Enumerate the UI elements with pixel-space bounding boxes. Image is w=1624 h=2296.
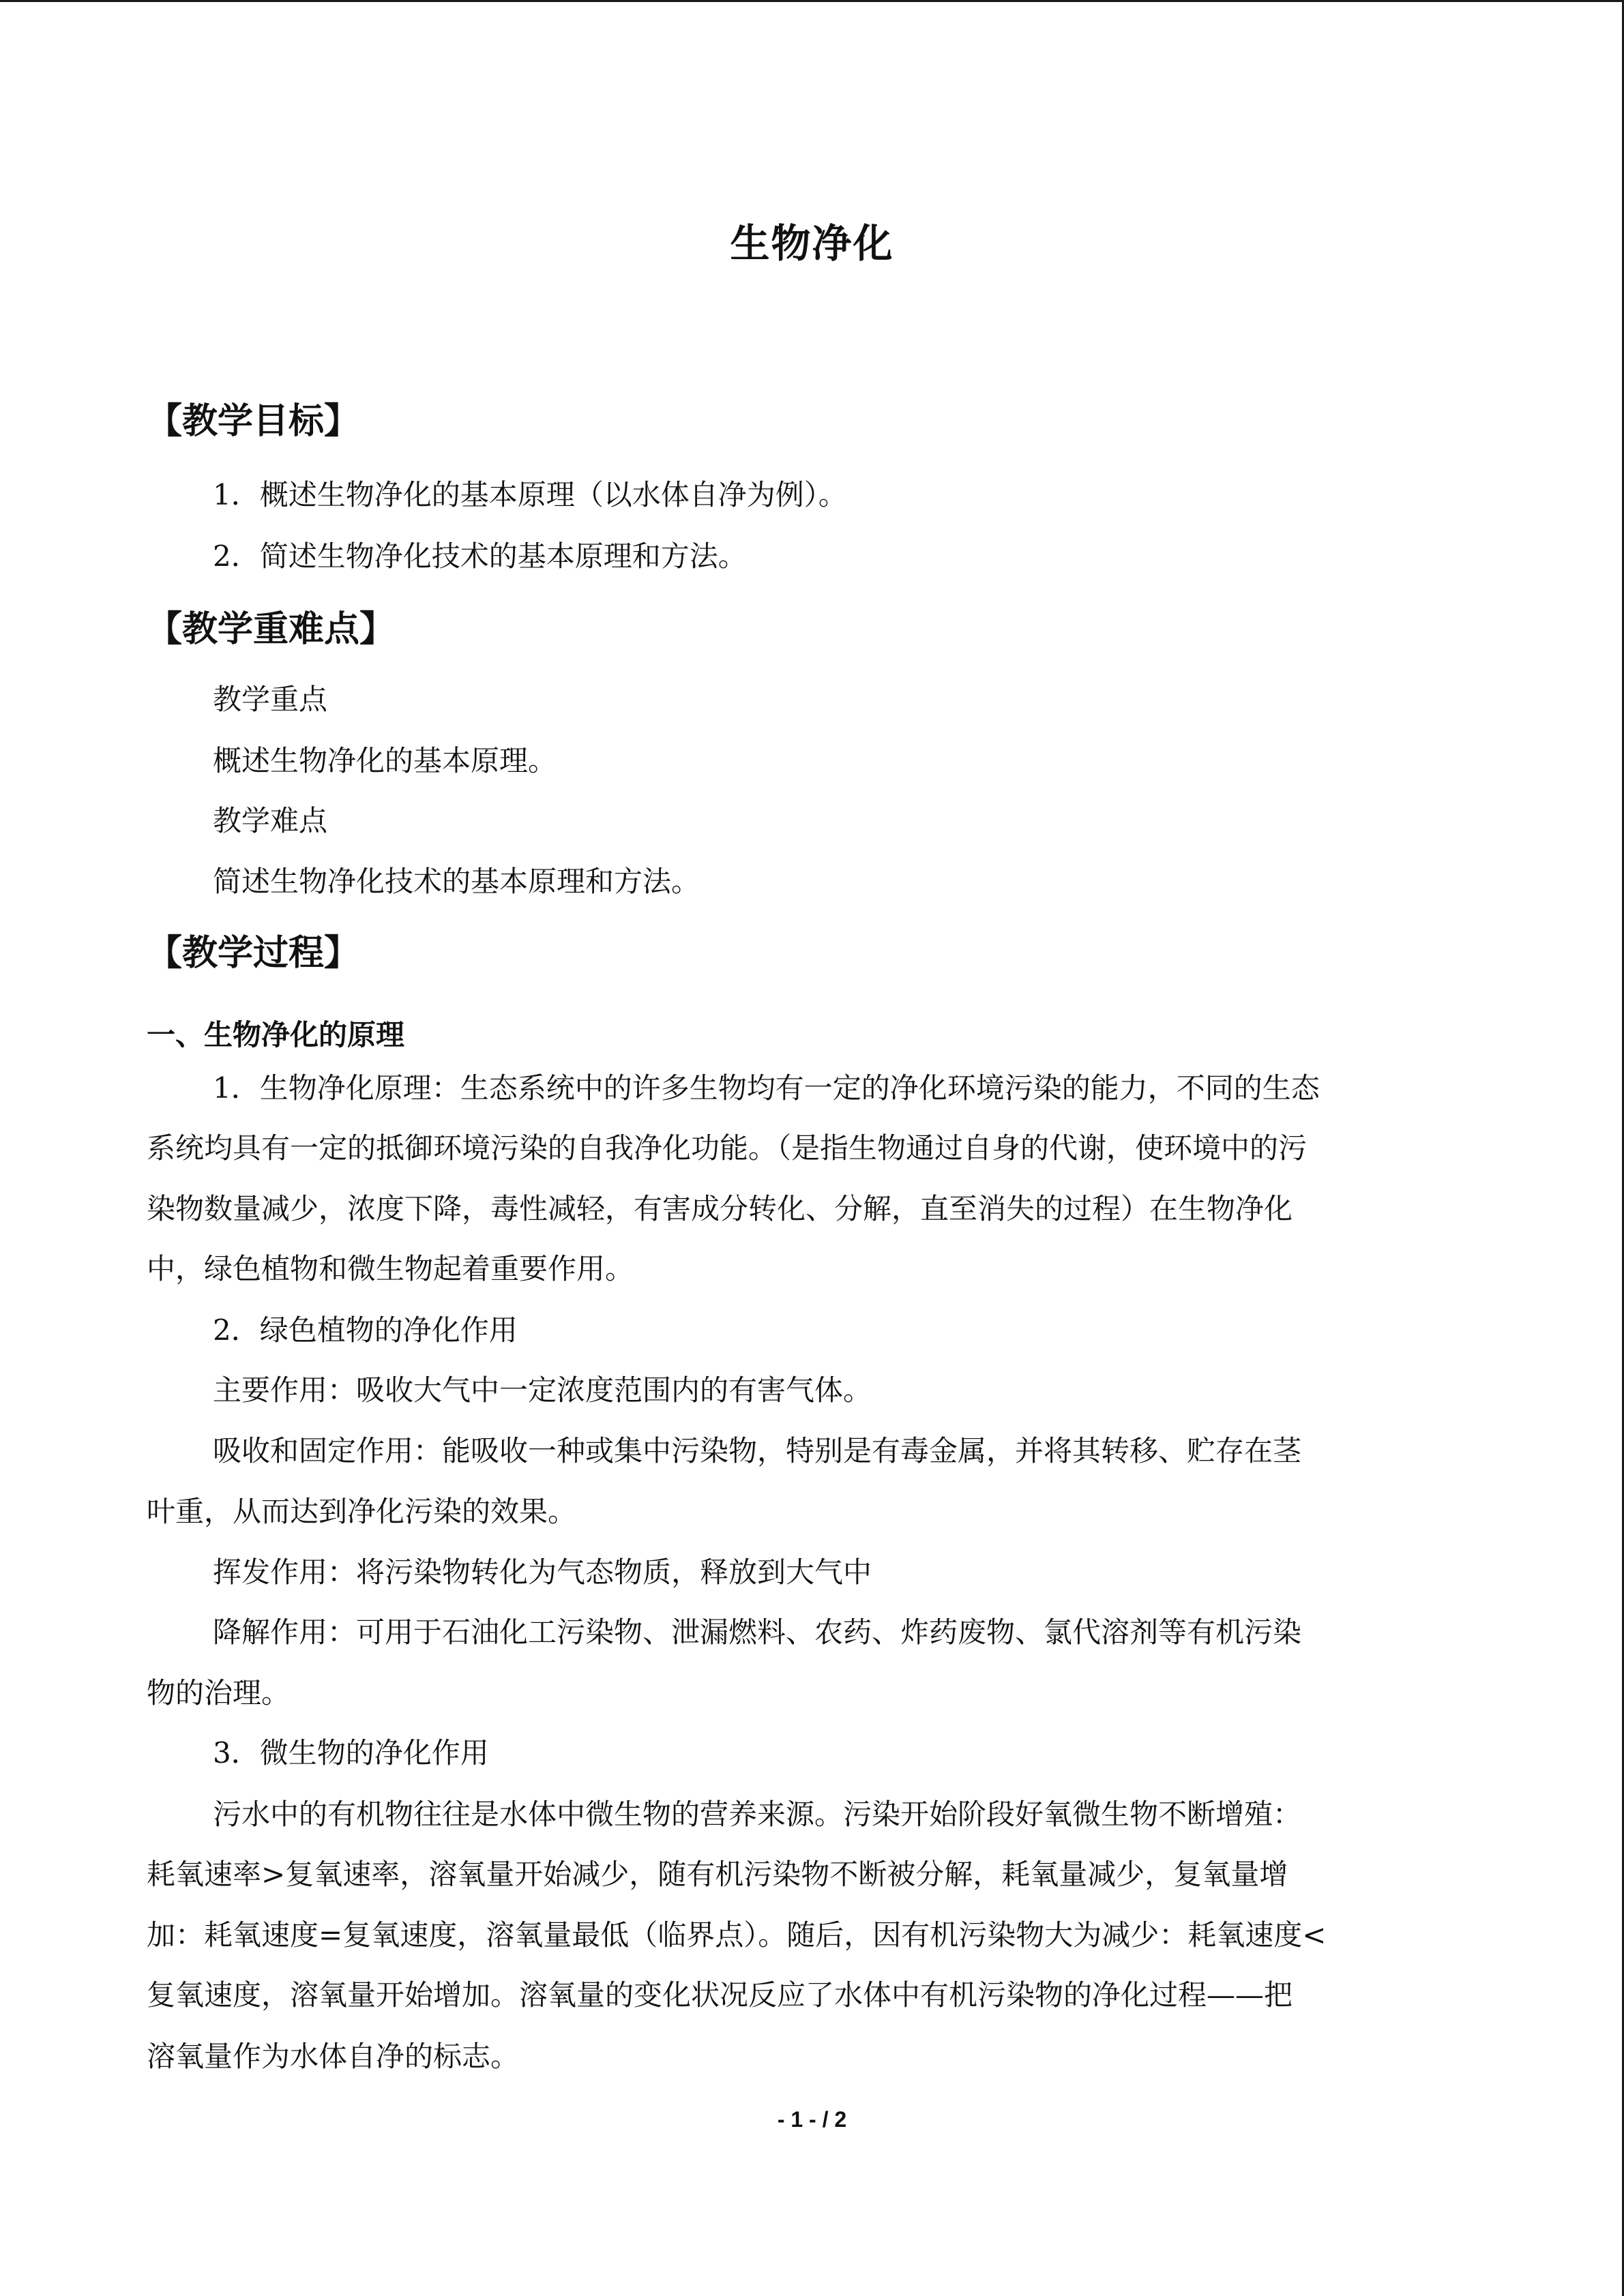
difficulty-label: 教学难点 <box>213 804 328 837</box>
process-heading: 【教学过程】 <box>147 932 360 974</box>
body-line: 染物数量减少，浓度下降，毒性减轻，有害成分转化、分解，直至消失的过程）在生物净化 <box>147 1192 1293 1225</box>
body-line: 耗氧速率>复氧速率，溶氧量开始减少，随有机污染物不断被分解，耗氧量减少，复氧量增 <box>147 1858 1288 1891</box>
top-border <box>0 0 1624 2</box>
body-line: 1．生物净化原理：生态系统中的许多生物均有一定的净化环境污染的能力，不同的生态 <box>213 1071 1320 1105</box>
page-number: - 1 - / 2 <box>777 2107 847 2132</box>
keypoints-heading: 【教学重难点】 <box>147 608 396 650</box>
subsection-title: 2．绿色植物的净化作用 <box>213 1313 518 1347</box>
page-title: 生物净化 <box>730 220 894 267</box>
key-label: 教学重点 <box>213 683 328 716</box>
body-line: 复氧速度，溶氧量开始增加。溶氧量的变化状况反应了水体中有机污染物的净化过程——把 <box>147 1978 1293 2012</box>
body-line: 叶重，从而达到净化污染的效果。 <box>147 1495 577 1528</box>
body-line: 降解作用：可用于石油化工污染物、泄漏燃料、农药、炸药废物、氯代溶剂等有机污染 <box>213 1615 1302 1649</box>
objective-1: 1．概述生物净化的基本原理（以水体自净为例）。 <box>213 478 847 511</box>
body-line: 污水中的有机物往往是水体中微生物的营养来源。污染开始阶段好氧微生物不断增殖： <box>213 1798 1302 1831</box>
body-line: 吸收和固定作用：能吸收一种或集中污染物，特别是有毒金属，并将其转移、贮存在茎 <box>213 1434 1302 1467</box>
body-line: 系统均具有一定的抵御环境污染的自我净化功能。（是指生物通过自身的代谢，使环境中的污 <box>147 1131 1308 1165</box>
body-line: 挥发作用：将污染物转化为气态物质，释放到大气中 <box>213 1555 872 1589</box>
difficulty-text: 简述生物净化技术的基本原理和方法。 <box>213 865 700 898</box>
body-line: 物的治理。 <box>147 1676 291 1710</box>
body-line: 加：耗氧速度=复氧速度，溶氧量最低（临界点）。随后，因有机污染物大为减少：耗氧速度< <box>147 1918 1327 1952</box>
key-text: 概述生物净化的基本原理。 <box>213 744 557 777</box>
objective-2: 2．简述生物净化技术的基本原理和方法。 <box>213 539 747 573</box>
body-line: 中，绿色植物和微生物起着重要作用。 <box>147 1252 634 1285</box>
part1-heading: 一、生物净化的原理 <box>147 1018 405 1052</box>
body-line: 溶氧量作为水体自净的标志。 <box>147 2040 520 2073</box>
objectives-heading: 【教学目标】 <box>147 400 360 442</box>
subsection-title: 3．微生物的净化作用 <box>213 1736 489 1770</box>
body-line: 主要作用：吸收大气中一定浓度范围内的有害气体。 <box>213 1373 872 1407</box>
